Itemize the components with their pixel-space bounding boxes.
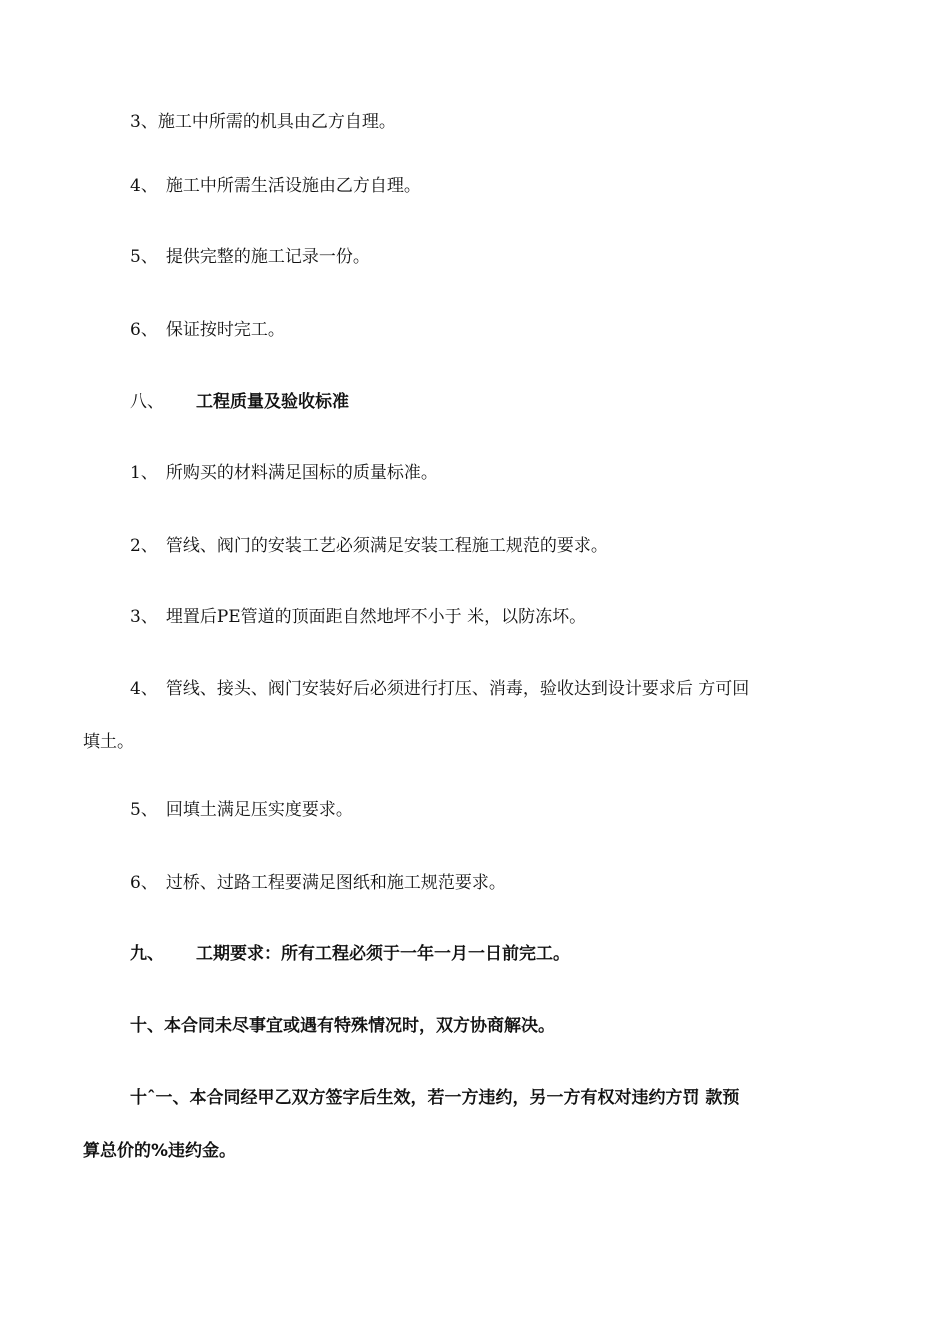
item-text: 埋置后PE管道的顶面距自然地坪不小于 米，以防冻坏。	[165, 607, 587, 627]
list-item	[130, 534, 608, 558]
item-number: 3、	[130, 607, 158, 627]
section-number: 八、	[130, 392, 164, 412]
section-heading	[130, 390, 349, 414]
item-number: 4、	[130, 679, 158, 699]
item-text: 施工中所需生活设施由乙方自理。	[165, 176, 421, 196]
item-number: 4、	[130, 176, 158, 196]
item-number: 6、	[130, 320, 158, 340]
item-number: 5、	[130, 247, 158, 267]
item-number: 5、	[130, 800, 158, 820]
item-number: 2、	[130, 536, 158, 556]
item-text: 施工中所需的机具由乙方自理。	[157, 112, 396, 132]
item-text: 过桥、过路工程要满足图纸和施工规范要求。	[165, 873, 506, 893]
section-text: 工期要求：所有工程必须于一年一月一日前完工。	[196, 944, 570, 964]
section-number: 九、	[130, 944, 164, 964]
item-text: 所购买的材料满足国标的质量标准。	[165, 463, 438, 483]
section-paragraph	[130, 1086, 739, 1110]
item-text: 管线、接头、阀门安装好后必须进行打压、消毒，验收达到设计要求后 方可回	[165, 679, 750, 699]
item-continuation: 填土。	[83, 732, 134, 752]
item-number: 1、	[130, 463, 158, 483]
list-item	[130, 245, 370, 269]
list-item	[130, 677, 749, 701]
section-heading	[130, 942, 570, 966]
list-item	[130, 871, 506, 895]
list-item	[130, 798, 353, 822]
item-text: 管线、阀门的安装工艺必须满足安装工程施工规范的要求。	[165, 536, 608, 556]
item-number: 3、	[130, 112, 158, 132]
section-title: 工程质量及验收标准	[196, 392, 349, 412]
list-item	[130, 174, 421, 198]
item-text: 保证按时完工。	[165, 320, 285, 340]
section-paragraph	[130, 1014, 555, 1038]
item-number: 6、	[130, 873, 158, 893]
item-text: 提供完整的施工记录一份。	[165, 247, 370, 267]
section-text: 十、本合同未尽事宜或遇有特殊情况时，双方协商解决。	[130, 1016, 555, 1036]
list-item	[130, 461, 438, 485]
section-continuation: 算总价的%违约金。	[83, 1141, 237, 1161]
list-item	[130, 605, 586, 629]
section-text: 十ˆ一、本合同经甲乙双方签字后生效，若一方违约，另一方有权对违约方罚 款预	[130, 1088, 740, 1108]
list-item	[130, 110, 396, 134]
list-item	[130, 318, 285, 342]
item-text: 回填土满足压实度要求。	[165, 800, 353, 820]
